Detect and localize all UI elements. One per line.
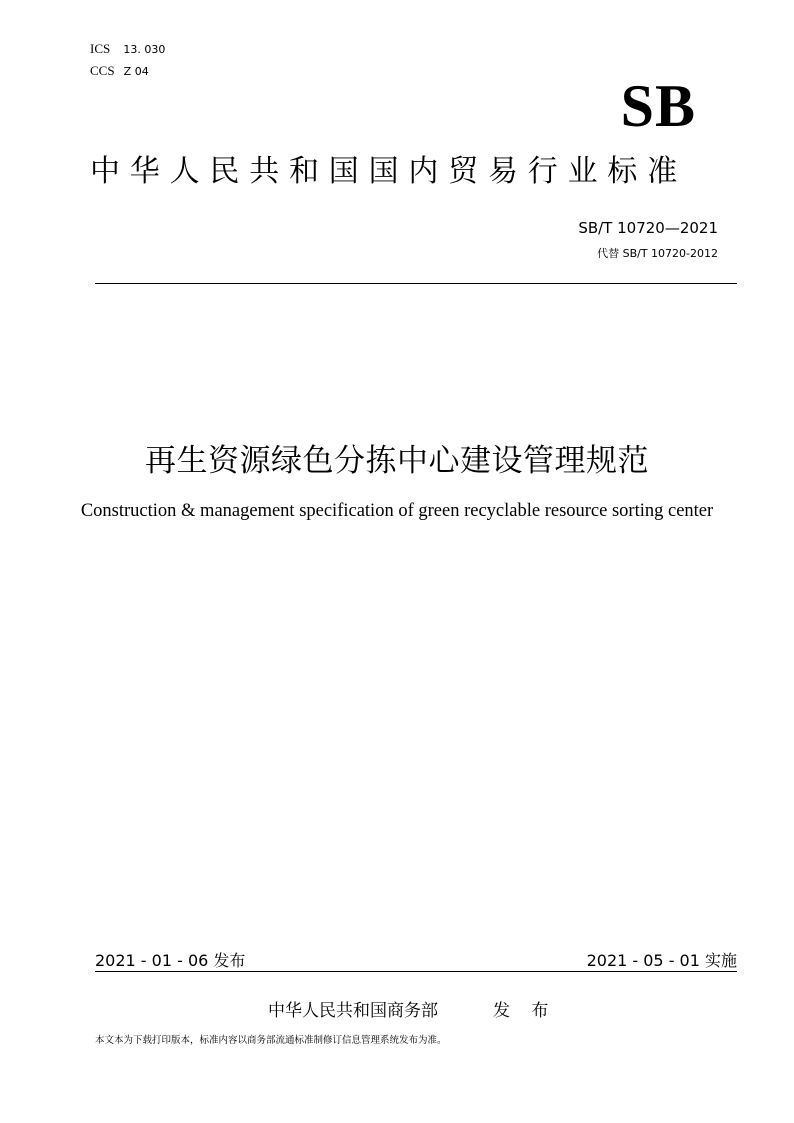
ccs-line	[90, 60, 149, 79]
ics-label: ICS	[90, 41, 111, 56]
download-note: 本文本为下载打印版本，标准内容以商务部流通标准制修订信息管理系统发布为准。	[95, 1035, 447, 1046]
implementation-date: 2021 - 05 - 01 实施	[586, 951, 737, 970]
ccs-label: CCS	[90, 63, 115, 78]
document-title-chinese: 再生资源绿色分拣中心建设管理规范	[145, 443, 649, 479]
standard-number: SB/T 10720—2021	[578, 219, 718, 237]
ccs-value: Z 04	[123, 65, 149, 78]
ics-line	[90, 38, 165, 57]
document-title-english: Construction & management specification of green recyclable resource sorting center	[80, 501, 714, 521]
issued-label: 发 布	[493, 1001, 557, 1021]
standard-category-title: 中华人民共和国国内贸易行业标准	[90, 154, 687, 189]
ics-value: 13. 030	[123, 43, 166, 56]
bottom-divider	[95, 971, 737, 972]
replaces-standard: 代替 SB/T 10720-2012	[597, 247, 718, 260]
issue-date: 2021 - 01 - 06 发布	[95, 951, 246, 970]
issuing-authority: 中华人民共和国商务部	[268, 1001, 438, 1021]
top-divider	[95, 283, 737, 284]
standard-mark: SB	[620, 73, 696, 139]
